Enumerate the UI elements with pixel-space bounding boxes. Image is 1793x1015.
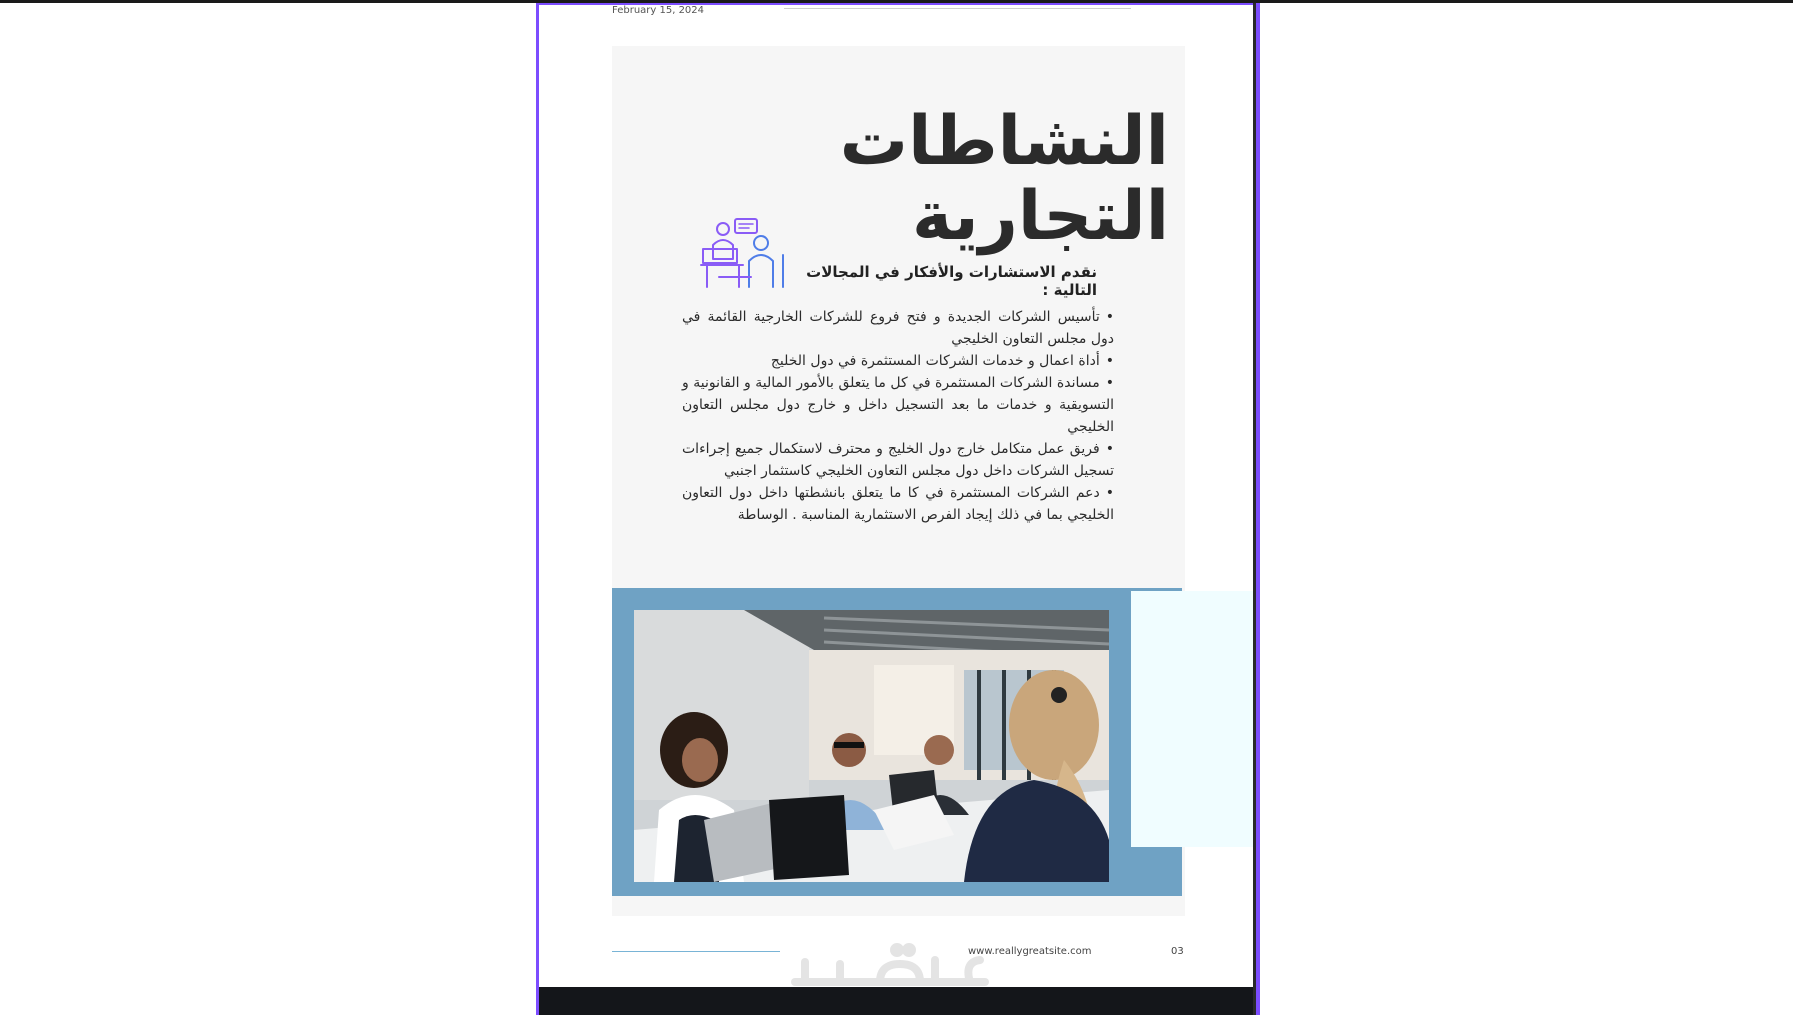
- page-subtitle: نقدم الاستشارات والأفكار في المجالات التالية :: [806, 263, 1097, 299]
- document-page-frame[interactable]: [536, 3, 1260, 1015]
- frame-shadow: [1253, 3, 1256, 1015]
- list-item-text: مساندة الشركات المستثمرة في كل ما يتعلق بالأمور المالية و القانونية و التسويقية و خدمات ما بعد التسجيل داخل و خارج دول مجلس التعاون الخليجي: [682, 375, 1114, 435]
- bullet-dot: •: [1105, 353, 1114, 369]
- footer-website-link[interactable]: www.reallygreatsite.com: [968, 946, 1092, 957]
- services-list: [682, 306, 1114, 526]
- page-number: 03: [1171, 946, 1184, 957]
- list-item: [682, 438, 1114, 482]
- header-divider: [784, 8, 1131, 9]
- page-title: النشاطات التجارية: [839, 102, 1169, 256]
- list-item: [682, 482, 1114, 526]
- khamsat-watermark-logo: [785, 942, 1005, 1002]
- list-item-text: دعم الشركات المستثمرة في كا ما يتعلق بانشطتها داخل دول التعاون الخليجي بما في ذلك إيجاد الفرص الاستثمارية المناسبة . الوساطة: [682, 485, 1114, 523]
- footer-divider: [612, 951, 780, 952]
- bullet-dot: •: [1105, 309, 1114, 325]
- list-item-text: فريق عمل متكامل خارج دول الخليج و محترف لاستكمال جميع إجراءات تسجيل الشركات داخل دول مجلس التعاون الخليجي كاستثمار اجنبي: [682, 441, 1114, 479]
- bullet-dot: •: [1105, 375, 1114, 391]
- office-meeting-photo: [634, 610, 1109, 882]
- list-item: [682, 306, 1114, 350]
- decorative-cyan-block: [1131, 591, 1256, 847]
- bullet-dot: •: [1105, 441, 1114, 457]
- list-item-text: تأسيس الشركات الجديدة و فتح فروع للشركات الخارجية القائمة في دول مجلس التعاون الخليجي: [682, 309, 1114, 347]
- list-item: [682, 372, 1114, 438]
- bullet-dot: •: [1105, 485, 1114, 501]
- document-date: February 15, 2024: [612, 5, 705, 16]
- list-item-text: أداة اعمال و خدمات الشركات المستثمرة في دول الخليج: [770, 353, 1100, 369]
- consulting-people-icon: [699, 215, 789, 291]
- list-item: [682, 350, 1114, 372]
- document-page: [539, 5, 1256, 1015]
